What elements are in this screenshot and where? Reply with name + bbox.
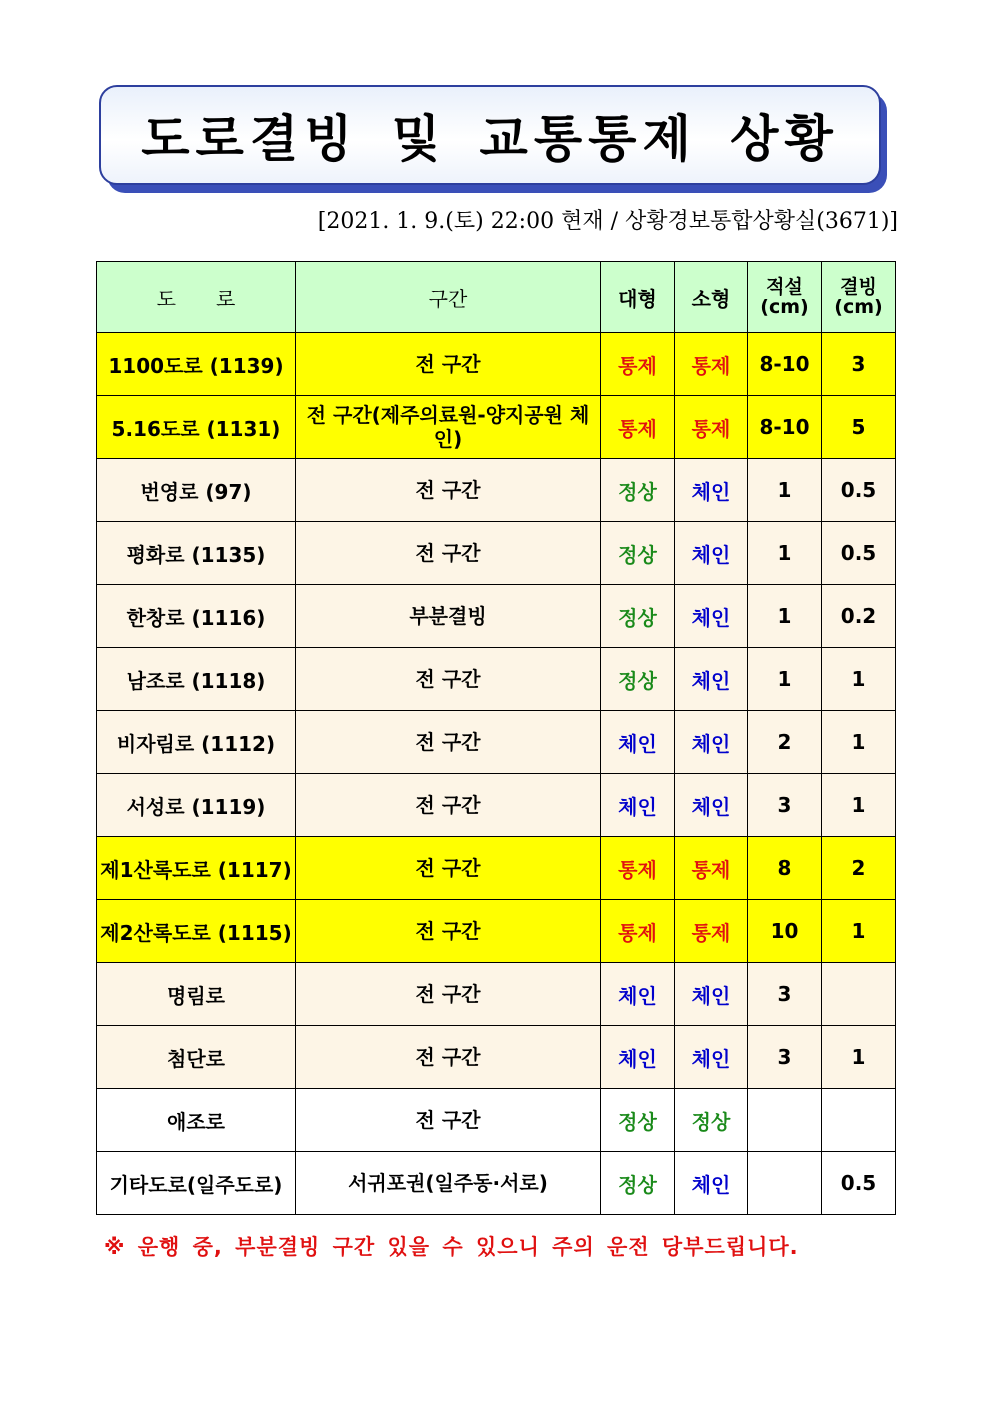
- large-vehicle-status: 정상: [601, 459, 675, 522]
- table-row: [97, 1089, 896, 1152]
- road-cell: 비자림로 (1112): [97, 711, 296, 774]
- large-vehicle-status: 통제: [601, 837, 675, 900]
- table-row: [97, 900, 896, 963]
- road-cell: 첨단로: [97, 1026, 296, 1089]
- small-vehicle-status: 체인: [675, 774, 748, 837]
- snow-depth-value: 3: [748, 774, 822, 837]
- ice-depth-value: [822, 1089, 896, 1152]
- header-section: 구간: [296, 262, 601, 333]
- header-snow-unit: (cm): [760, 296, 809, 318]
- ice-depth-value: 0.5: [822, 1152, 896, 1215]
- section-cell: 전 구간: [296, 522, 601, 585]
- snow-depth-value: 8-10: [748, 333, 822, 396]
- title-box: [99, 85, 881, 185]
- small-vehicle-status: 통제: [675, 900, 748, 963]
- large-vehicle-status: 통제: [601, 333, 675, 396]
- small-vehicle-status: 체인: [675, 522, 748, 585]
- header-ice-label: 결빙: [840, 276, 877, 298]
- road-cell: 1100도로 (1139): [97, 333, 296, 396]
- table-body: [97, 333, 896, 1215]
- table-row: [97, 459, 896, 522]
- small-vehicle-status: 체인: [675, 585, 748, 648]
- table-row: [97, 648, 896, 711]
- section-cell: 전 구간: [296, 459, 601, 522]
- table-row: [97, 774, 896, 837]
- large-vehicle-status: 체인: [601, 1026, 675, 1089]
- table-row: [97, 585, 896, 648]
- large-vehicle-status: 통제: [601, 900, 675, 963]
- section-cell: 전 구간: [296, 1089, 601, 1152]
- snow-depth-value: 3: [748, 1026, 822, 1089]
- ice-depth-value: 0.5: [822, 522, 896, 585]
- large-vehicle-status: 정상: [601, 648, 675, 711]
- page-title: 도로결빙 및 교통통제 상황: [141, 110, 839, 168]
- caution-footnote: ※ 운행 중, 부분결빙 구간 있을 수 있으니 주의 운전 당부드립니다.: [104, 1235, 799, 1259]
- road-cell: 제1산록도로 (1117): [97, 837, 296, 900]
- ice-depth-value: 1: [822, 1026, 896, 1089]
- ice-depth-value: [822, 963, 896, 1026]
- report-timestamp: [2021. 1. 9.(토) 22:00 현재 / 상황경보통합상황실(3671)]: [317, 209, 898, 234]
- table-header-row: [97, 262, 896, 333]
- small-vehicle-status: 체인: [675, 1026, 748, 1089]
- ice-depth-value: 1: [822, 900, 896, 963]
- ice-depth-value: 0.5: [822, 459, 896, 522]
- section-cell: 전 구간: [296, 774, 601, 837]
- large-vehicle-status: 체인: [601, 711, 675, 774]
- header-ice-unit: (cm): [834, 296, 883, 318]
- snow-depth-value: 8: [748, 837, 822, 900]
- snow-depth-value: 8-10: [748, 396, 822, 459]
- header-road: 도 로: [97, 262, 296, 333]
- snow-depth-value: 1: [748, 648, 822, 711]
- large-vehicle-status: 체인: [601, 774, 675, 837]
- large-vehicle-status: 정상: [601, 1089, 675, 1152]
- header-large-vehicle: 대형: [601, 262, 675, 333]
- snow-depth-value: 2: [748, 711, 822, 774]
- ice-depth-value: 5: [822, 396, 896, 459]
- ice-depth-value: 2: [822, 837, 896, 900]
- small-vehicle-status: 체인: [675, 711, 748, 774]
- road-cell: 번영로 (97): [97, 459, 296, 522]
- section-cell: 전 구간: [296, 900, 601, 963]
- large-vehicle-status: 정상: [601, 1152, 675, 1215]
- snow-depth-value: 3: [748, 963, 822, 1026]
- table-row: [97, 1026, 896, 1089]
- small-vehicle-status: 체인: [675, 1152, 748, 1215]
- small-vehicle-status: 정상: [675, 1089, 748, 1152]
- small-vehicle-status: 통제: [675, 396, 748, 459]
- snow-depth-value: [748, 1089, 822, 1152]
- ice-depth-value: 1: [822, 648, 896, 711]
- small-vehicle-status: 체인: [675, 459, 748, 522]
- road-cell: 남조로 (1118): [97, 648, 296, 711]
- road-cell: 명림로: [97, 963, 296, 1026]
- small-vehicle-status: 통제: [675, 837, 748, 900]
- table-row: [97, 396, 896, 459]
- road-cell: 평화로 (1135): [97, 522, 296, 585]
- header-snow-depth: [748, 262, 822, 333]
- section-cell: 전 구간: [296, 837, 601, 900]
- table-row: [97, 1152, 896, 1215]
- section-cell: 전 구간(제주의료원-양지공원 체인): [296, 396, 601, 459]
- ice-depth-value: 3: [822, 333, 896, 396]
- road-cell: 기타도로(일주도로): [97, 1152, 296, 1215]
- road-cell: 한창로 (1116): [97, 585, 296, 648]
- large-vehicle-status: 통제: [601, 396, 675, 459]
- snow-depth-value: 1: [748, 522, 822, 585]
- header-small-vehicle: 소형: [675, 262, 748, 333]
- road-cell: 애조로: [97, 1089, 296, 1152]
- small-vehicle-status: 통제: [675, 333, 748, 396]
- ice-depth-value: 1: [822, 774, 896, 837]
- snow-depth-value: 1: [748, 459, 822, 522]
- road-cell: 5.16도로 (1131): [97, 396, 296, 459]
- road-cell: 서성로 (1119): [97, 774, 296, 837]
- table-row: [97, 522, 896, 585]
- section-cell: 전 구간: [296, 963, 601, 1026]
- table-row: [97, 837, 896, 900]
- header-snow-label: 적설: [766, 276, 803, 298]
- small-vehicle-status: 체인: [675, 648, 748, 711]
- section-cell: 전 구간: [296, 1026, 601, 1089]
- snow-depth-value: [748, 1152, 822, 1215]
- section-cell: 전 구간: [296, 648, 601, 711]
- section-cell: 부분결빙: [296, 585, 601, 648]
- section-cell: 전 구간: [296, 333, 601, 396]
- section-cell: 전 구간: [296, 711, 601, 774]
- table-row: [97, 333, 896, 396]
- ice-depth-value: 0.2: [822, 585, 896, 648]
- road-status-table: [96, 261, 896, 1215]
- title-banner: [99, 85, 889, 195]
- large-vehicle-status: 정상: [601, 522, 675, 585]
- section-cell: 서귀포권(일주동·서로): [296, 1152, 601, 1215]
- ice-depth-value: 1: [822, 711, 896, 774]
- small-vehicle-status: 체인: [675, 963, 748, 1026]
- snow-depth-value: 10: [748, 900, 822, 963]
- snow-depth-value: 1: [748, 585, 822, 648]
- road-cell: 제2산록도로 (1115): [97, 900, 296, 963]
- table-row: [97, 963, 896, 1026]
- large-vehicle-status: 정상: [601, 585, 675, 648]
- large-vehicle-status: 체인: [601, 963, 675, 1026]
- header-ice-depth: [822, 262, 896, 333]
- table-row: [97, 711, 896, 774]
